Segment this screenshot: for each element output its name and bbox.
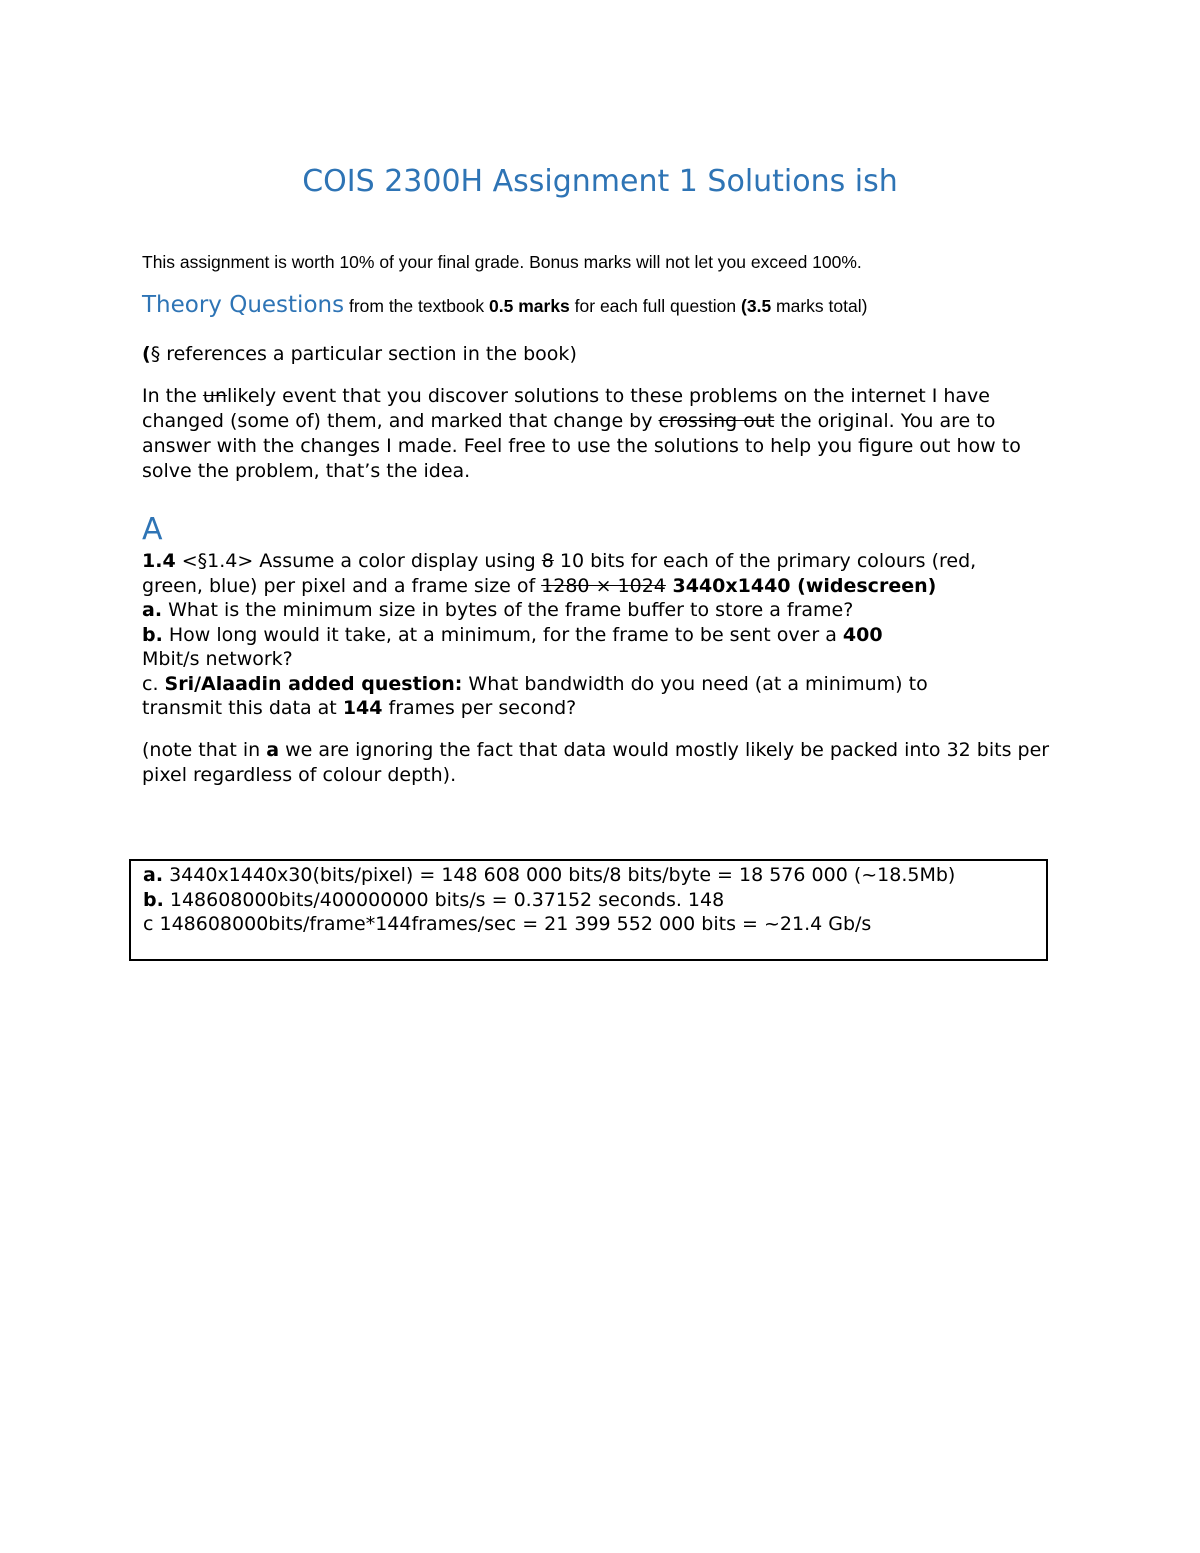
struck-un: un — [202, 385, 227, 407]
part-c-bold: Sri/Alaadin added question: — [164, 672, 463, 695]
intro-text: This assignment is worth 10% of your final grade. Bonus marks will not let you exceed 100%. — [142, 252, 862, 272]
reference-open-paren: ( — [142, 343, 151, 365]
struck-frame-size: 1280 × 1024 — [541, 574, 666, 597]
answer-c: c 148608000bits/frame*144frames/sec = 21 399 552 000 bits = ~21.4 Gb/s — [143, 913, 872, 935]
theory-text-2: for each full question — [569, 296, 742, 316]
answer-b-text: 148608000bits/400000000 bits/s = 0.37152 seconds. 148 — [163, 888, 725, 911]
question-part-b — [142, 623, 1072, 648]
theory-total-rest: marks total) — [771, 296, 868, 316]
part-c-text-2b: frames per second? — [382, 697, 577, 719]
answer-a-text: 3440x1440x30(bits/pixel) = 148 608 000 bits/8 bits/byte = 18 576 000 (~18.5Mb) — [163, 864, 956, 886]
answer-b-label: b. — [143, 888, 164, 911]
part-a-label: a. — [142, 599, 163, 621]
answer-a — [143, 863, 1046, 888]
part-b-label: b. — [142, 623, 163, 646]
question-note — [142, 738, 1072, 788]
question-ref: <§1.4> Assume a color display using — [175, 550, 542, 572]
question-1-4 — [142, 549, 1072, 721]
part-b-rate: 400 — [842, 623, 883, 646]
reference-text: § references a particular section in the book) — [150, 343, 577, 365]
question-line2-text: green, blue) per pixel and a frame size of — [142, 574, 542, 597]
part-c-text-2a: transmit this data at — [142, 697, 343, 719]
part-b-text: How long would it take, at a minimum, for the frame to be sent over a — [162, 623, 843, 646]
question-number: 1.4 — [142, 550, 176, 572]
question-line-2 — [142, 574, 1072, 599]
part-a-text: What is the minimum size in bytes of the frame buffer to store a frame? — [162, 599, 854, 621]
unlikely-part-3: the original. You are to answer with the changes I made. Feel free to use the solutions to help you figure out how to solve the problem, that’s the idea. — [142, 410, 1021, 482]
question-part-b-cont: Mbit/s network? — [142, 648, 293, 670]
part-c-text: What bandwidth do you need (at a minimum) to — [462, 672, 928, 695]
answer-b — [143, 888, 1046, 913]
unlikely-paragraph — [142, 384, 1062, 484]
theory-heading-line — [142, 292, 867, 318]
question-part-a — [142, 598, 1072, 623]
theory-total: (3.5 — [741, 296, 772, 316]
part-c-fps: 144 — [342, 697, 383, 719]
question-new-size: 3440x1440 (widescreen) — [665, 574, 937, 597]
question-part-c — [142, 672, 1072, 697]
answer-a-label: a. — [143, 864, 164, 886]
question-bits-text: 10 bits for each of the primary colours (red, — [553, 550, 977, 572]
answer-box — [129, 859, 1048, 961]
note-part-1: (note that in — [142, 739, 267, 761]
theory-text-1: from the textbook — [344, 296, 490, 316]
section-label: A — [142, 512, 163, 547]
question-part-c-cont — [142, 696, 1072, 721]
struck-crossing-out: crossing out — [658, 410, 775, 432]
theory-heading: Theory Questions — [142, 292, 345, 318]
note-part-2: we are ignoring the fact that data would mostly likely be packed into 32 bits per pixel regardless of colour depth). — [142, 739, 1050, 786]
part-c-label: c. — [142, 672, 165, 695]
unlikely-part-2: likely event that you discover solutions to these problems on the internet I have changed (some of) them, and marked that change by — [142, 385, 990, 432]
struck-bits: 8 — [541, 550, 554, 572]
note-bold: a — [266, 739, 280, 761]
unlikely-part-1: In the — [142, 385, 203, 407]
question-line-1 — [142, 549, 1072, 574]
reference-note — [142, 342, 577, 367]
document-title: COIS 2300H Assignment 1 Solutions ish — [302, 164, 898, 199]
theory-marks: 0.5 marks — [489, 296, 570, 316]
